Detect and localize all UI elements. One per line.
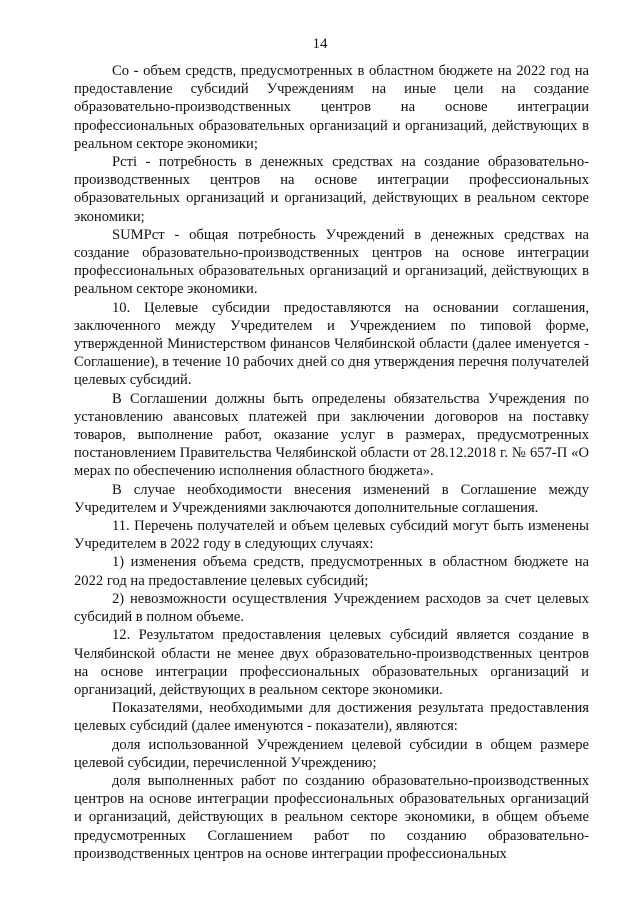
paragraph: доля использованной Учреждением целевой субсидии в общем размере целевой субсидии, перечисленной Учреждению; [74, 736, 589, 771]
page-number: 14 [312, 36, 328, 52]
paragraph: 10. Целевые субсидии предоставляются на основании соглашения, заключенного между Учредителем и Учреждением по типовой форме, утвержденной Министерством финансов Челябинской области (далее именуется - Соглашение), в течение 10 рабочих дней со дня утверждения перечня получателей целевых субсидий. [74, 299, 589, 389]
paragraph: 12. Результатом предоставления целевых субсидий является создание в Челябинской области не менее двух образовательно-производственных центров на основе интеграции профессиональных образовательных организаций и организаций, действующих в реальном секторе экономики. [74, 627, 589, 698]
paragraph: SUMPст - общая потребность Учреждений в денежных средствах на создание образовательно-производственных центров на основе интеграции профессиональных образовательных организаций и организаций, действующих в реальном секторе экономики. [74, 226, 589, 298]
paragraph: Рсті - потребность в денежных средствах на создание образовательно-производственных центров на основе интеграции профессиональных образовательных организаций и организаций, действующих в реальном секторе экономики; [74, 154, 589, 225]
paragraph: В Соглашении должны быть определены обязательства Учреждения по установлению авансовых платежей при заключении договоров на поставку товаров, выполнение работ, оказание услуг в размерах, предусмотренных постановлением Правительства Челябинской области от 28.12.2018 г. № 657-П «О мерах по обеспечению исполнения областного бюджета». [74, 390, 589, 480]
paragraph: 11. Перечень получателей и объем целевых субсидий могут быть изменены Учредителем в 2022 году в следующих случаях: [74, 518, 589, 553]
paragraph: 1) изменения объема средств, предусмотренных в областном бюджете на 2022 год на предоставление целевых субсидий; [74, 554, 589, 589]
document-body [74, 62, 589, 863]
paragraph: В случае необходимости внесения изменений в Соглашение между Учредителем и Учреждениями заключаются дополнительные соглашения. [74, 481, 589, 516]
paragraph: Показателями, необходимыми для достижения результата предоставления целевых субсидий (далее именуются - показатели), являются: [74, 700, 589, 735]
paragraph: Со - объем средств, предусмотренных в областном бюджете на 2022 год на предоставление субсидий Учреждениям на иные цели на создание образовательно-производственных центров на основе интеграции профессиональных образовательных организаций и организаций, действующих в реальном секторе экономики; [74, 63, 589, 152]
paragraph: 2) невозможности осуществления Учреждением расходов за счет целевых субсидий в полном объеме. [74, 590, 589, 626]
paragraph: доля выполненных работ по созданию образовательно-производственных центров на основе интеграции профессиональных образовательных организаций и организаций, действующих в реальном секторе экономики, в общем объеме предусмотренных Соглашением работ по созданию образовательно-производственных центров на основе интеграции профессиональных [74, 772, 589, 862]
